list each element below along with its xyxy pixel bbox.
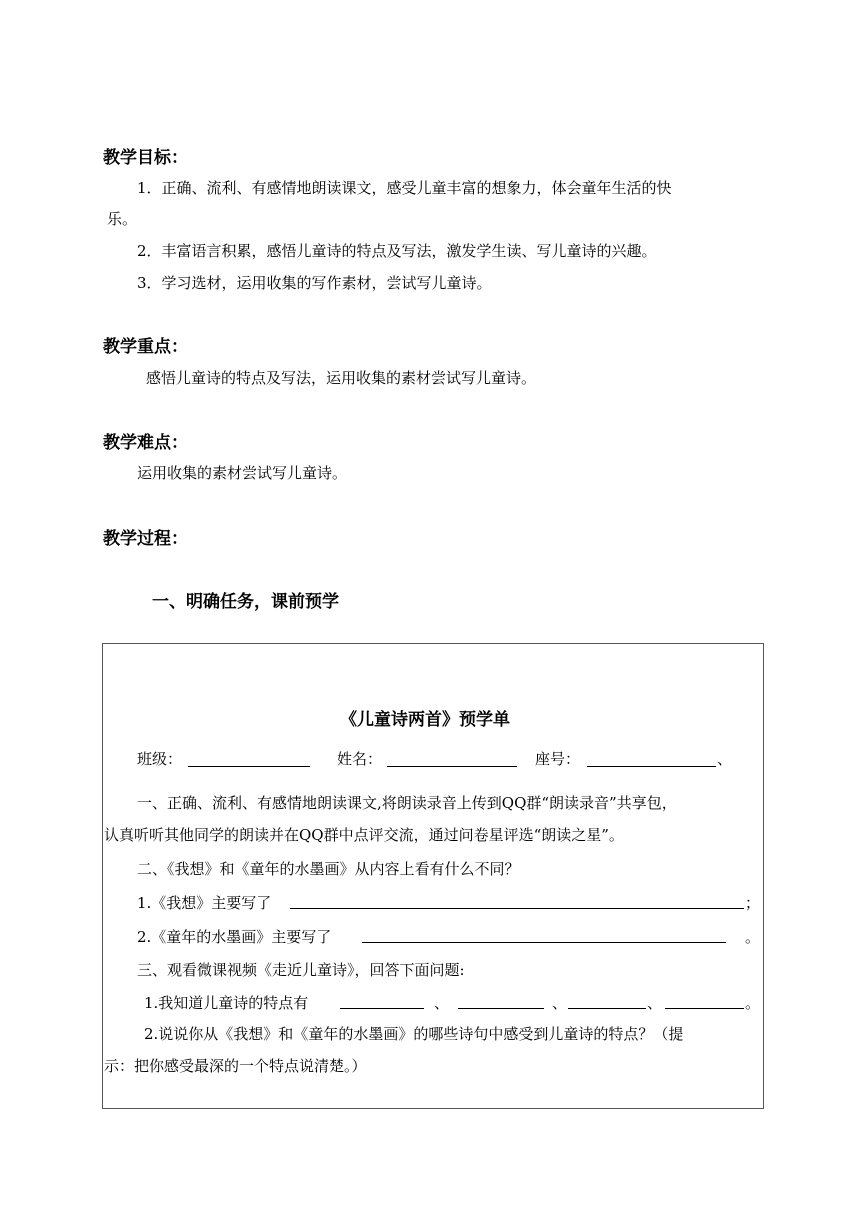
difficulties-heading: 教学难点： bbox=[103, 433, 188, 453]
question-3-1-answer-field-3[interactable] bbox=[568, 1008, 646, 1009]
name-label: 姓名： bbox=[337, 750, 383, 768]
question-2-2-end: 。 bbox=[745, 928, 761, 946]
key-points-heading: 教学重点： bbox=[103, 337, 188, 357]
question-2-1-answer-field[interactable] bbox=[290, 908, 744, 909]
seat-label: 座号： bbox=[535, 750, 581, 768]
class-label: 班级： bbox=[137, 750, 183, 768]
question-3-2-line-2: 示：把你感受最深的一个特点说清楚。） bbox=[104, 1057, 367, 1075]
difficulties-text: 运用收集的素材尝试写儿童诗。 bbox=[137, 464, 348, 482]
worksheet-title: 《儿童诗两首》预学单 bbox=[340, 710, 510, 730]
question-1-line-1: 一、正确、流利、有感情地朗读课文,将朗读录音上传到QQ群“朗读录音”共享包， bbox=[137, 794, 677, 812]
seat-end-mark: 、 bbox=[717, 750, 733, 768]
question-2-2-answer-field[interactable] bbox=[362, 942, 726, 943]
question-3: 三、观看微课视频《走近儿童诗》，回答下面问题: bbox=[137, 961, 465, 979]
question-3-2-line-1: 2.说说你从《我想》和《童年的水墨画》的哪些诗句中感受到儿童诗的特点？（提 bbox=[144, 1025, 684, 1043]
question-3-1-answer-field-1[interactable] bbox=[340, 1008, 424, 1009]
question-3-1-answer-field-4[interactable] bbox=[665, 1008, 744, 1009]
question-1-line-2: 认真听听其他同学的朗读并在QQ群中点评交流，通过问卷星评选“朗读之星”。 bbox=[104, 826, 624, 844]
objective-item-3: 3．学习选材，运用收集的写作素材，尝试写儿童诗。 bbox=[137, 274, 492, 292]
question-3-1-separator-2: 、 bbox=[552, 994, 568, 1012]
class-field[interactable] bbox=[188, 766, 310, 767]
question-3-1-answer-field-2[interactable] bbox=[458, 1008, 544, 1009]
objective-item-2: 2．丰富语言积累，感悟儿童诗的特点及写法，激发学生读、写儿童诗的兴趣。 bbox=[137, 242, 657, 260]
objective-item-1-line-1: 1．正确、流利、有感情地朗读课文，感受儿童丰富的想象力，体会童年生活的快 bbox=[137, 179, 672, 197]
process-heading: 教学过程： bbox=[103, 529, 188, 549]
objective-item-1-line-2: 乐。 bbox=[107, 210, 138, 228]
question-2-2-label: 2.《童年的水墨画》主要写了 bbox=[137, 928, 332, 946]
question-3-1-end: 。 bbox=[745, 994, 761, 1012]
question-3-1-label: 1.我知道儿童诗的特点有 bbox=[144, 994, 309, 1012]
objectives-heading: 教学目标： bbox=[103, 148, 188, 168]
question-3-1-separator-3: 、 bbox=[647, 994, 663, 1012]
question-2: 二、《我想》和《童年的水墨画》从内容上看有什么不同？ bbox=[137, 860, 520, 878]
question-2-1-end: ； bbox=[745, 894, 761, 912]
question-3-1-separator-1: 、 bbox=[434, 994, 450, 1012]
key-points-text: 感悟儿童诗的特点及写法，运用收集的素材尝试写儿童诗。 bbox=[146, 369, 537, 387]
question-2-1-label: 1.《我想》主要写了 bbox=[137, 894, 272, 912]
seat-field[interactable] bbox=[587, 766, 716, 767]
process-step-1: 一、明确任务，课前预学 bbox=[152, 592, 339, 612]
name-field[interactable] bbox=[387, 766, 517, 767]
